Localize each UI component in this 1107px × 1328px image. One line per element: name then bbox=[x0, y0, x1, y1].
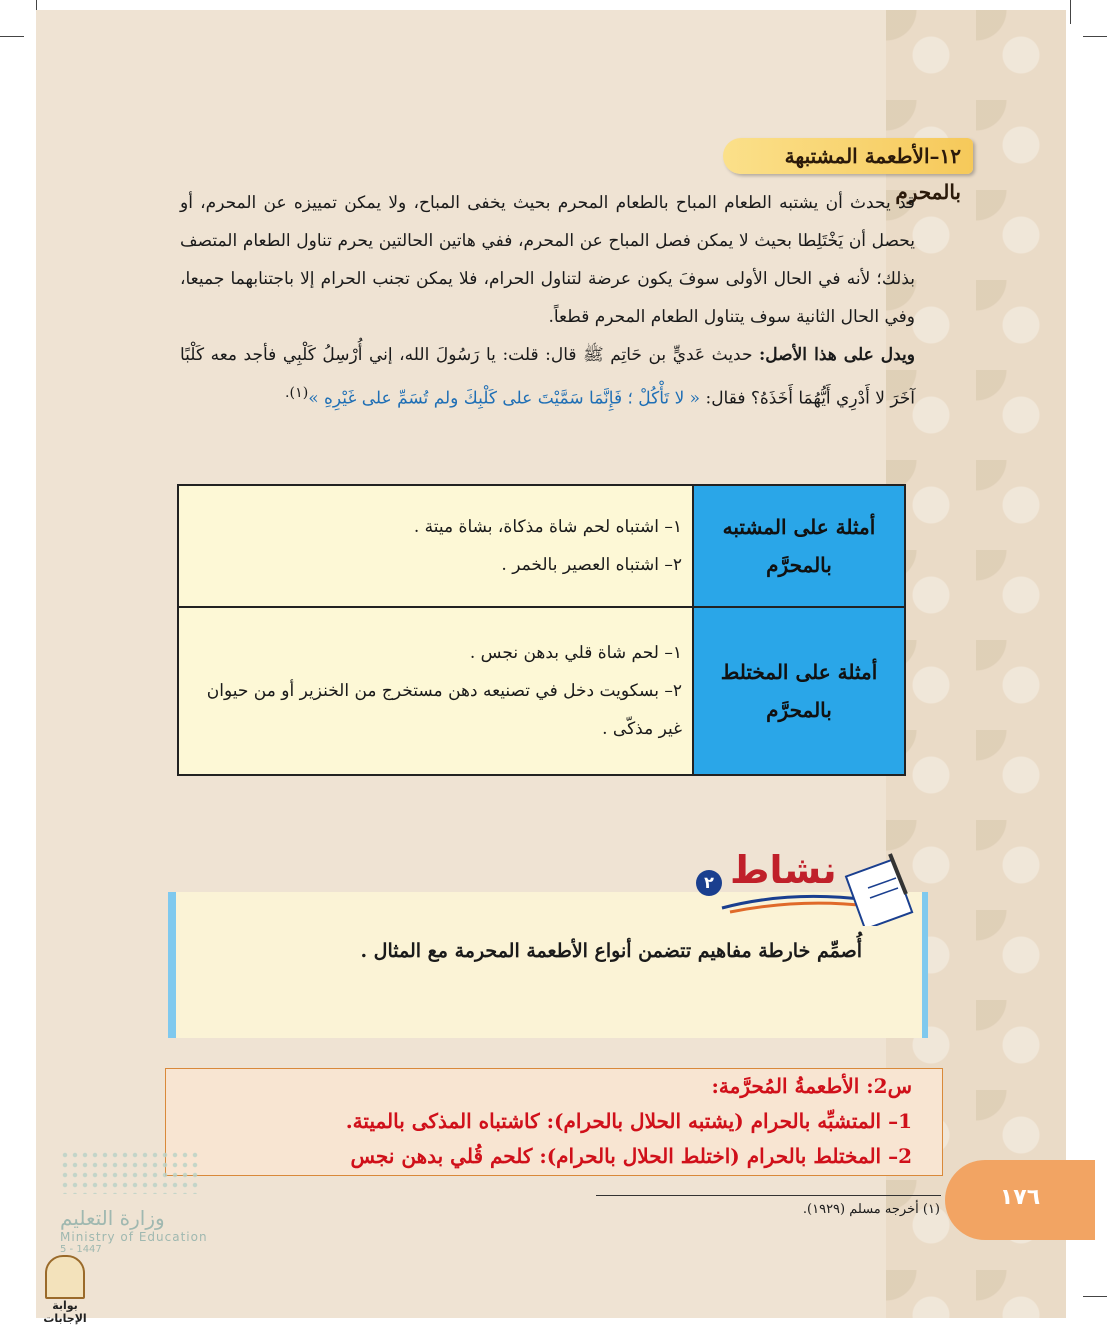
watermark bbox=[30, 1255, 100, 1325]
crop-mark bbox=[1083, 1296, 1107, 1297]
ministry-arabic: وزارة التعليم bbox=[60, 1206, 165, 1230]
table-header: أمثلة على المختلط بالمحرَّم bbox=[693, 607, 905, 775]
section-title: ١٢–الأطعمة المشتبهة بالمحرم bbox=[723, 138, 973, 174]
footnote: (١) أخرجه مسلم (١٩٢٩). bbox=[802, 1202, 940, 1217]
examples-table bbox=[177, 484, 906, 776]
table-row bbox=[178, 485, 905, 607]
gate-icon bbox=[45, 1255, 85, 1299]
answer-box bbox=[165, 1068, 943, 1176]
activity-label: نشاط bbox=[730, 848, 837, 892]
hadith-quote: « لا تَأْكُلْ ؛ فَإِنَّمَا سَمَّيْتَ على كَلْبِكَ ولم تُسَمِّ على غَيْرِهِ » bbox=[308, 388, 701, 409]
dots-logo-icon bbox=[60, 1150, 200, 1194]
answer-title: س2: الأطعمةُ المُحرَّمة: bbox=[711, 1074, 912, 1098]
evidence-text: حديث عَديٍّ بن حَاتِم ﷺ قال: قلت: يا رَسُولَ الله، إني أُرْسِلُ كَلْبِي فأجد معه كَلْبًا آخَرَ لا أَدْرِي أَيُّهُمَا أَخَذَهُ؟ فقال: bbox=[180, 345, 915, 409]
table-cell bbox=[178, 607, 693, 775]
activity-header bbox=[690, 840, 930, 922]
watermark-text: بوابة الإجابات bbox=[43, 1299, 87, 1325]
list-item: ٢– اشتباه العصير بالخمر . bbox=[501, 555, 682, 575]
paper-pencil-icon bbox=[840, 848, 920, 926]
table-row bbox=[178, 607, 905, 775]
table-header: أمثلة على المشتبه بالمحرَّم bbox=[693, 485, 905, 607]
footnote-divider bbox=[596, 1195, 941, 1196]
list-item: ٢– بسكويت دخل في تصنيعه دهن مستخرج من الخنزير أو من حيوان غير مذكّى . bbox=[206, 681, 682, 739]
crop-mark bbox=[1070, 0, 1071, 24]
evidence-paragraph bbox=[180, 336, 915, 418]
evidence-lead: ويدل على هذا الأصل: bbox=[759, 345, 915, 365]
list-item: ١– لحم شاة قلي بدهن نجس . bbox=[469, 643, 682, 663]
crop-mark bbox=[1083, 36, 1107, 37]
crop-mark bbox=[0, 36, 24, 37]
ministry-logo bbox=[60, 1150, 210, 1255]
table-cell bbox=[178, 485, 693, 607]
ministry-year: 5 - 1447 bbox=[60, 1244, 102, 1255]
ministry-english: Ministry of Education bbox=[60, 1230, 208, 1244]
intro-paragraph: قد يحدث أن يشتبه الطعام المباح بالطعام المحرم بحيث يخفى المباح، ولا يمكن تمييزه عن المحرم، أو يحصل أن يَخْتَلِطا بحيث لا يمكن فصل المباح عن المحرم، ففي هاتين الحالتين يحرم تناول الطعام المتصف بذلك؛ لأنه في الحال الأولى سوفَ يكون عرضة لتناول الحرام، فلا يمكن تجنب الحرام إلا باجتنابهما جميعا، وفي الحال الثانية سوف يتناول الطعام المحرم قطعاً. bbox=[180, 193, 915, 327]
page-number: ١٧٦ bbox=[945, 1160, 1095, 1240]
answer-line: 2– المختلط بالحرام (اختلط الحلال بالحرام): كلحم قُلي بدهن نجس bbox=[350, 1144, 912, 1168]
activity-task: أُصمِّم خارطة مفاهيم تتضمن أنواع الأطعمة المحرمة مع المثال . bbox=[360, 940, 862, 962]
activity-number: ٢ bbox=[696, 870, 722, 896]
answer-line: 1– المتشبِّه بالحرام (يشتبه الحلال بالحرام): كاشتباه المذكى بالميتة. bbox=[345, 1109, 912, 1133]
list-item: ١– اشتباه لحم شاة مذكاة، بشاة ميتة . bbox=[413, 517, 682, 537]
footnote-ref: (١). bbox=[285, 385, 309, 401]
